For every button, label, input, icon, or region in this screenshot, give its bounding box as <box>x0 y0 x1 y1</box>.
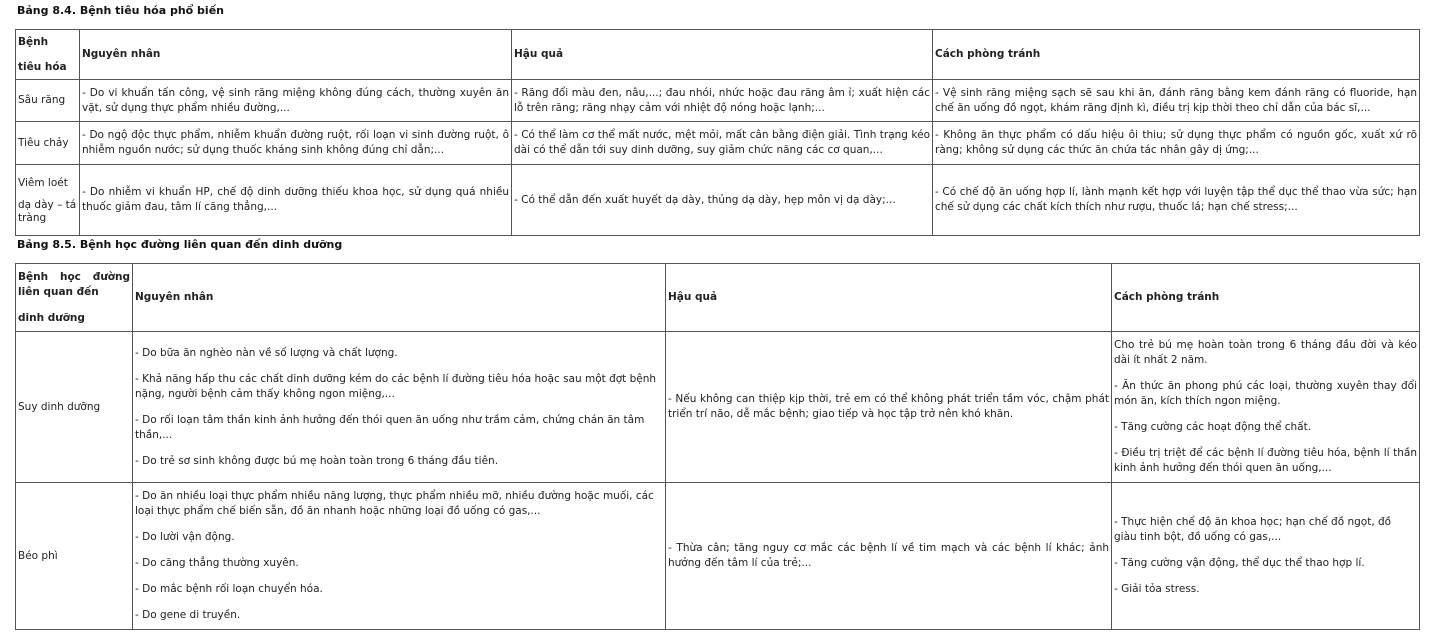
prevention-cell <box>1112 483 1420 630</box>
consequence-cell: - Có thể dẫn đến xuất huyết dạ dày, thủng dạ dày, hẹp môn vị dạ dày;... <box>512 165 933 236</box>
header-disease-line: Bệnh <box>18 35 49 48</box>
table-row <box>16 483 1420 630</box>
header-prevention: Cách phòng tránh <box>933 30 1420 80</box>
prevention-cell: - Vệ sinh răng miệng sạch sẽ sau khi ăn, đánh răng bằng kem đánh răng có fluoride, hạn chế ăn uống đồ ngọt, khám răng định kì, điều trị kịp thời theo chỉ dẫn của bác sĩ,... <box>933 80 1420 122</box>
header-consequence: Hậu quả <box>512 30 933 80</box>
table-8-4-caption: Bảng 8.4. Bệnh tiêu hóa phổ biến <box>17 4 224 17</box>
cause-item: - Do bữa ăn nghèo nàn về số lượng và chất lượng. <box>135 346 398 359</box>
disease-name: Béo phì <box>16 483 133 630</box>
disease-name: Tiêu chảy <box>16 122 80 165</box>
disease-name: Sâu răng <box>16 80 80 122</box>
cause-cell: - Do nhiễm vi khuẩn HP, chế độ dinh dưỡng thiếu khoa học, sử dụng quá nhiều thuốc giảm đau, tâm lí căng thẳng,... <box>80 165 512 236</box>
table-row <box>16 165 1420 236</box>
header-disease <box>16 30 80 80</box>
table-row <box>16 332 1420 483</box>
prevention-item: - Tăng cường vận động, thể dục thể thao hợp lí. <box>1114 557 1365 569</box>
cause-cell: - Do ngộ độc thực phẩm, nhiễm khuẩn đường ruột, rối loạn vi sinh đường ruột, ô nhiễm nguồn nước; sử dụng thuốc kháng sinh không đúng chỉ dẫn;... <box>80 122 512 165</box>
prevention-item: - Tăng cường các hoạt động thể chất. <box>1114 421 1312 433</box>
consequence-cell: - Nếu không can thiệp kịp thời, trẻ em có thể không phát triển tầm vóc, chậm phát triển trí não, dễ mắc bệnh; giao tiếp và học tập trở nên khó khăn. <box>666 332 1112 483</box>
cause-item: - Do trẻ sơ sinh không được bú mẹ hoàn toàn trong 6 tháng đầu tiên. <box>135 454 499 467</box>
prevention-cell <box>1112 332 1420 483</box>
header-prevention: Cách phòng tránh <box>1112 264 1420 332</box>
header-consequence: Hậu quả <box>666 264 1112 332</box>
disease-name-line: Viêm loét <box>18 177 68 189</box>
disease-name-line: tràng <box>18 212 47 224</box>
cause-item: - Do căng thẳng thường xuyên. <box>135 557 299 569</box>
header-cause: Nguyên nhân <box>133 264 666 332</box>
prevention-item: - Thực hiện chế độ ăn khoa học; hạn chế đồ ngọt, đồ giàu tinh bột, đồ uống có gas,... <box>1114 516 1392 543</box>
consequence-cell: - Răng đổi màu đen, nâu,...; đau nhói, nhức hoặc đau răng âm ỉ; xuất hiện các lỗ trên răng; răng nhạy cảm với nhiệt độ nóng hoặc lạnh;... <box>512 80 933 122</box>
cause-item: - Do mắc bệnh rối loạn chuyển hóa. <box>135 583 323 595</box>
prevention-cell: - Có chế độ ăn uống hợp lí, lành mạnh kết hợp với luyện tập thể dục thể thao vừa sức; hạn chế sử dụng các chất kích thích như rượu, thuốc lá; hạn chế stress;... <box>933 165 1420 236</box>
header-disease-line: liên quan đến <box>18 285 99 298</box>
table-8-5-caption: Bảng 8.5. Bệnh học đường liên quan đến dinh dưỡng <box>17 238 343 251</box>
cause-cell <box>133 483 666 630</box>
header-disease-line: Bệnh học đường <box>18 270 130 283</box>
cause-item: - Do rối loạn tâm thần kinh ảnh hưởng đến thói quen ăn uống như trầm cảm, chứng chán ăn tâm thần,... <box>135 413 645 441</box>
prevention-cell: - Không ăn thực phẩm có dấu hiệu ôi thiu; sử dụng thực phẩm có nguồn gốc, xuất xứ rõ ràng; không sử dụng các thức ăn chứa tác nhân gây dị ứng;... <box>933 122 1420 165</box>
table-8-5-header-row <box>16 264 1420 332</box>
prevention-item: - Điều trị triệt để các bệnh lí đường tiêu hóa, bệnh lí thần kinh ảnh hưởng đến thói quen ăn uống,... <box>1114 447 1417 474</box>
table-8-4 <box>15 29 1420 236</box>
cause-item: - Do ăn nhiều loại thực phẩm nhiều năng lượng, thực phẩm nhiều mỡ, nhiều đường hoặc muối, các loại thực phẩm chế biến sẵn, đồ ăn nhanh hoặc những loại đồ uống có gas,... <box>135 490 654 517</box>
consequence-cell: - Có thể làm cơ thể mất nước, mệt mỏi, mất cân bằng điện giải. Tình trạng kéo dài có thể dẫn tới suy dinh dưỡng, suy giảm chức năng các cơ quan,... <box>512 122 933 165</box>
table-row <box>16 122 1420 165</box>
header-disease <box>16 264 133 332</box>
cause-cell: - Do vi khuẩn tấn công, vệ sinh răng miệng không đúng cách, thường xuyên ăn vặt, sử dụng thực phẩm nhiều đường,... <box>80 80 512 122</box>
table-row <box>16 80 1420 122</box>
header-cause: Nguyên nhân <box>80 30 512 80</box>
disease-name-line: dạ dày – tá <box>18 199 77 211</box>
table-8-4-header-row <box>16 30 1420 80</box>
prevention-item: - Giải tỏa stress. <box>1114 583 1200 595</box>
prevention-item: - Ăn thức ăn phong phú các loại, thường xuyên thay đổi món ăn, kích thích ngon miệng. <box>1114 380 1417 407</box>
cause-item: - Do gene di truyền. <box>135 609 241 621</box>
prevention-item: Cho trẻ bú mẹ hoàn toàn trong 6 tháng đầu đời và kéo dài ít nhất 2 năm. <box>1114 339 1417 366</box>
cause-item: - Khả năng hấp thu các chất dinh dưỡng kém do các bệnh lí đường tiêu hóa hoặc sau một đợt bệnh nặng, người bệnh cảm thấy không ngon miệng,... <box>135 372 657 400</box>
cause-cell <box>133 332 666 483</box>
header-disease-line: dinh dưỡng <box>18 311 85 324</box>
table-8-5 <box>15 263 1420 630</box>
consequence-cell: - Thừa cân; tăng nguy cơ mắc các bệnh lí về tim mạch và các bệnh lí khác; ảnh hưởng đến tâm lí của trẻ;... <box>666 483 1112 630</box>
header-disease-line: tiêu hóa <box>18 60 67 73</box>
disease-name <box>16 165 80 236</box>
disease-name: Suy dinh dưỡng <box>16 332 133 483</box>
cause-item: - Do lười vận động. <box>135 531 235 543</box>
